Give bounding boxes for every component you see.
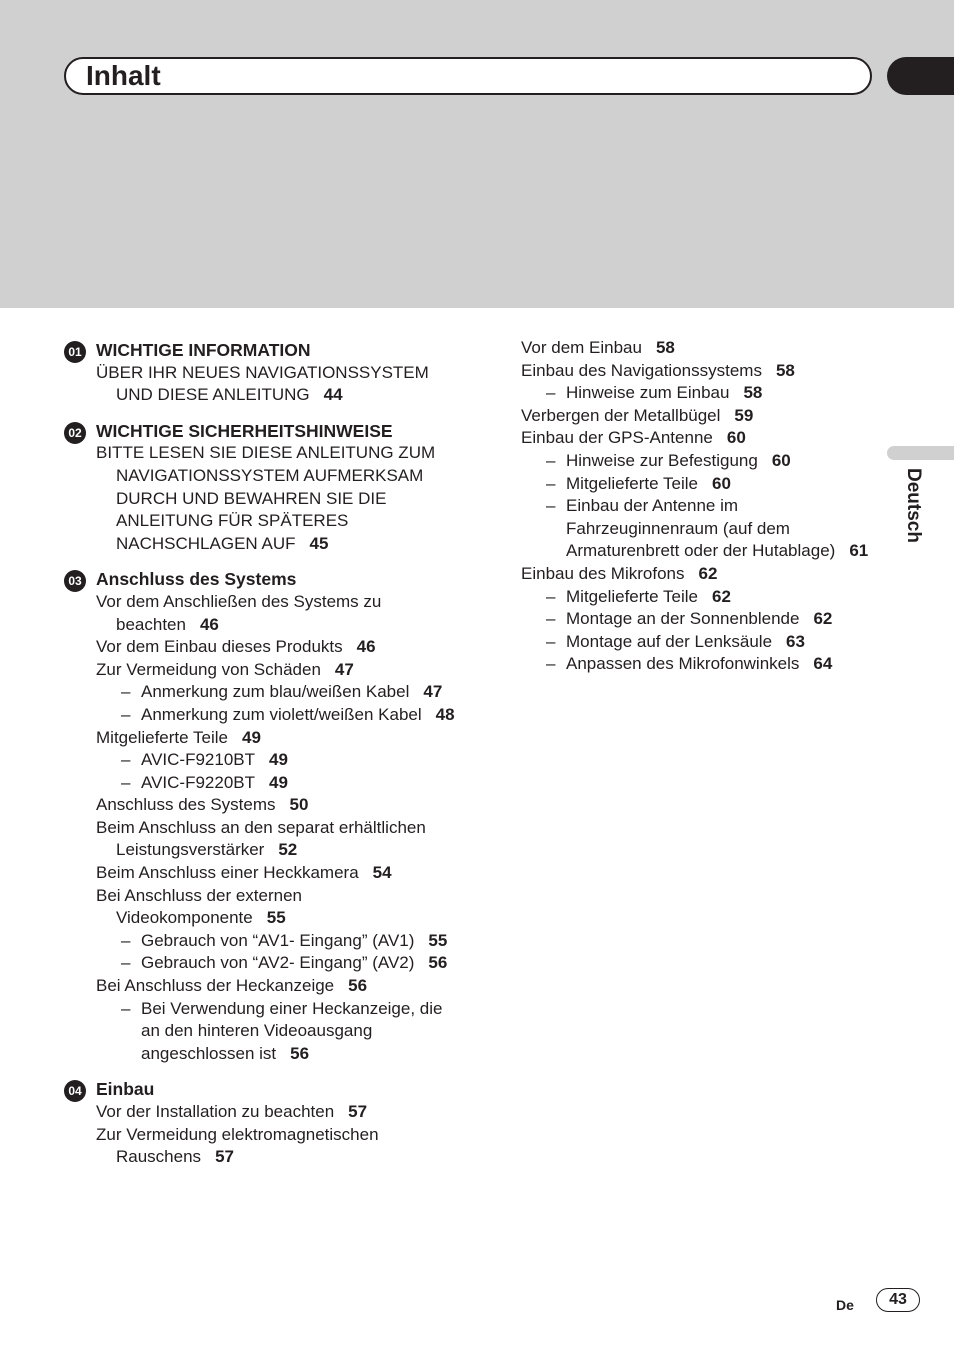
toc-section: [68, 568, 466, 1065]
toc-entry-page: 62: [698, 563, 718, 583]
toc-entry-title: ÜBER IHR NEUES NAVIGATIONSSYSTEM UND DIESE ANLEITUNG: [96, 362, 429, 405]
toc-entry-title: Hinweise zur Befestigung: [566, 450, 758, 470]
chapter-tab: [887, 57, 954, 95]
toc-entry-title: Montage auf der Lenksäule: [566, 631, 773, 651]
toc-entry-page: 47: [334, 659, 354, 679]
toc-entry: – Montage auf der Lenksäule 63: [546, 631, 805, 651]
toc-section: [68, 339, 466, 407]
section-heading: [68, 420, 466, 443]
toc-entry-page: 49: [241, 727, 261, 747]
toc-entry-title: Anmerkung zum violett/weißen Kabel: [141, 704, 422, 724]
toc-entry-title: Beim Anschluss an den separat erhältlichen Leistungsverstärker: [96, 817, 426, 860]
toc-entry-title: AVIC-F9220BT: [141, 772, 256, 792]
toc-entry-page: 54: [372, 863, 392, 883]
toc-entry-title: Bei Verwendung einer Heckanzeige, die an den hinteren Videoausgang angeschlossen ist: [141, 998, 443, 1063]
toc-entry-title: Vor dem Einbau dieses Produkts: [96, 637, 343, 657]
toc-entry-page: 44: [323, 385, 343, 405]
toc-entry: – Hinweise zum Einbau 58: [546, 383, 763, 403]
language-tab-marker: [887, 446, 954, 460]
section-title: Anschluss des Systems: [96, 569, 297, 590]
toc-entry-title: Anschluss des Systems: [96, 795, 276, 815]
toc-entry-page: 56: [348, 976, 368, 996]
section-title: WICHTIGE INFORMATION: [96, 340, 311, 360]
header-band: [0, 0, 954, 308]
toc-section: [68, 420, 466, 556]
toc-entry: [521, 427, 881, 450]
toc-entry-page: 58: [775, 360, 795, 380]
toc-entry: [521, 563, 881, 586]
toc-entry: – Gebrauch von “AV2- Eingang” (AV2) 56: [121, 953, 448, 973]
toc-entry-title: Gebrauch von “AV1- Eingang” (AV1): [141, 930, 415, 950]
toc-entry-title: Mitgelieferte Teile: [566, 586, 698, 606]
toc-entry-page: 55: [266, 908, 286, 928]
toc-entry-title: Gebrauch von “AV2- Eingang” (AV2): [141, 953, 415, 973]
toc-entry: [96, 659, 466, 682]
toc-entry-title: Bei Anschluss der Heckanzeige: [96, 976, 335, 996]
toc-entry: [521, 337, 881, 360]
toc-entry: – AVIC-F9220BT 49: [121, 772, 288, 792]
title-box: [64, 57, 872, 95]
toc-entry: – Hinweise zur Befestigung 60: [546, 450, 791, 470]
toc-entry-page: 60: [771, 450, 791, 470]
toc-entry-page: 64: [813, 654, 833, 674]
toc-entry: [96, 362, 466, 407]
toc-entry-page: 58: [655, 338, 675, 357]
toc-entry-title: Montage an der Sonnenblende: [566, 609, 800, 629]
toc-entry-title: Vor der Installation zu beachten: [96, 1102, 335, 1121]
toc-entry-page: 62: [813, 609, 833, 629]
toc-entry-title: Hinweise zum Einbau: [566, 383, 730, 403]
toc-entry: – Mitgelieferte Teile 60: [546, 473, 731, 493]
section-number-badge: 01: [64, 341, 86, 363]
toc-entry: [96, 727, 466, 750]
toc-entry-page: 48: [435, 704, 455, 724]
toc-entry-title: Einbau der GPS-Antenne: [521, 428, 713, 448]
toc-entry-title: Verbergen der Metallbügel: [521, 405, 721, 425]
toc-entry-title: Einbau des Mikrofons: [521, 563, 685, 583]
toc-entry: – Gebrauch von “AV1- Eingang” (AV1) 55: [121, 930, 448, 950]
toc-entry-page: 59: [734, 405, 754, 425]
toc-entry-title: Einbau der Antenne im Fahrzeuginnenraum (auf dem Armaturenbrett oder der Hutablage): [566, 496, 836, 561]
toc-entry-page: 57: [348, 1102, 368, 1121]
section-title: WICHTIGE SICHERHEITSHINWEISE: [96, 420, 393, 441]
toc-entry-title: AVIC-F9210BT: [141, 750, 256, 770]
toc-entry: [96, 862, 466, 885]
section-number-badge: 02: [64, 422, 86, 444]
toc-entry-page: 55: [428, 930, 448, 950]
toc-entry-page: 60: [726, 428, 746, 448]
page-number: 43: [876, 1288, 920, 1312]
toc-entry-title: Vor dem Anschließen des Systems zu beachten: [96, 591, 382, 634]
toc-entry-title: BITTE LESEN SIE DIESE ANLEITUNG ZUM NAVIGATIONSSYSTEM AUFMERKSAM DURCH UND BEWAHREN SIE DIE ANLEITUNG FÜR SPÄTERES NACHSCHLAGEN AUF: [96, 443, 436, 553]
toc-entry: [96, 817, 466, 862]
toc-entry-page: 60: [711, 473, 731, 493]
toc-entry: [521, 360, 881, 383]
toc-entry-title: Anmerkung zum blau/weißen Kabel: [141, 682, 410, 702]
toc-entry: [96, 442, 466, 555]
toc-entry: – Montage an der Sonnenblende 62: [546, 609, 833, 629]
toc-entry-title: Zur Vermeidung von Schäden: [96, 659, 321, 679]
footer-language: De: [836, 1297, 854, 1313]
section-title: Einbau: [96, 1079, 155, 1100]
page-title: Inhalt: [86, 60, 161, 91]
toc-entry-title: Mitgelieferte Teile: [566, 473, 698, 493]
toc-entry-page: 58: [743, 383, 763, 403]
toc-entry: – Einbau der Antenne im Fahrzeuginnenraum (auf dem Armaturenbrett oder der Hutablage) 61: [546, 496, 869, 561]
toc-entry: [521, 405, 881, 428]
toc-entry-title: Mitgelieferte Teile: [96, 727, 228, 747]
toc-entry-page: 63: [786, 631, 805, 651]
toc-entry-page: 62: [711, 586, 731, 606]
toc-entry-page: 46: [199, 614, 219, 634]
section-heading: [68, 568, 466, 591]
section-number-badge: 03: [64, 570, 86, 592]
toc-entry: – Anmerkung zum blau/weißen Kabel 47: [121, 682, 443, 702]
toc-right-column: [521, 337, 881, 676]
toc-entry-title: Vor dem Einbau: [521, 338, 642, 357]
toc-entry-page: 52: [278, 840, 298, 860]
toc-entry-page: 46: [356, 637, 376, 657]
toc-entry: [96, 1101, 466, 1124]
section-heading: [68, 1078, 466, 1101]
toc-section: [68, 1078, 466, 1168]
toc-entry-page: 50: [289, 795, 309, 815]
toc-entry-page: 57: [215, 1147, 234, 1167]
toc-entry-title: Einbau des Navigationssystems: [521, 360, 762, 380]
toc-entry: [96, 975, 466, 998]
toc-entry-title: Zur Vermeidung elektromagnetischen Rauschens: [96, 1124, 379, 1167]
toc-entry: [96, 794, 466, 817]
toc-left-column: [68, 339, 466, 1182]
section-heading: [68, 339, 466, 362]
toc-entry-page: 61: [849, 541, 869, 561]
toc-entry: [96, 636, 466, 659]
toc-entry: – Anmerkung zum violett/weißen Kabel 48: [121, 704, 455, 724]
toc-entry: – Bei Verwendung einer Heckanzeige, die an den hinteren Videoausgang angeschlossen ist 56: [121, 998, 443, 1063]
toc-entry-page: 56: [428, 953, 448, 973]
toc-entry-page: 47: [423, 682, 443, 702]
toc-entry-page: 56: [290, 1043, 310, 1063]
toc-entry: [96, 1124, 466, 1169]
toc-entry-title: Anpassen des Mikrofonwinkels: [566, 654, 800, 674]
toc-entry-page: 49: [269, 772, 288, 792]
toc-entry-page: 45: [309, 533, 329, 553]
toc-entry: – Mitgelieferte Teile 62: [546, 586, 731, 606]
toc-entry: [96, 591, 466, 636]
language-tab-label: Deutsch: [903, 468, 924, 543]
toc-entry: – AVIC-F9210BT 49: [121, 750, 288, 770]
toc-entry: [96, 885, 466, 930]
toc-entry: – Anpassen des Mikrofonwinkels 64: [546, 654, 833, 674]
toc-entry-title: Bei Anschluss der externen Videokomponente: [96, 885, 303, 928]
toc-entry-title: Beim Anschluss einer Heckkamera: [96, 863, 359, 883]
section-number-badge: 04: [64, 1080, 86, 1102]
toc-entry-page: 49: [269, 750, 288, 770]
